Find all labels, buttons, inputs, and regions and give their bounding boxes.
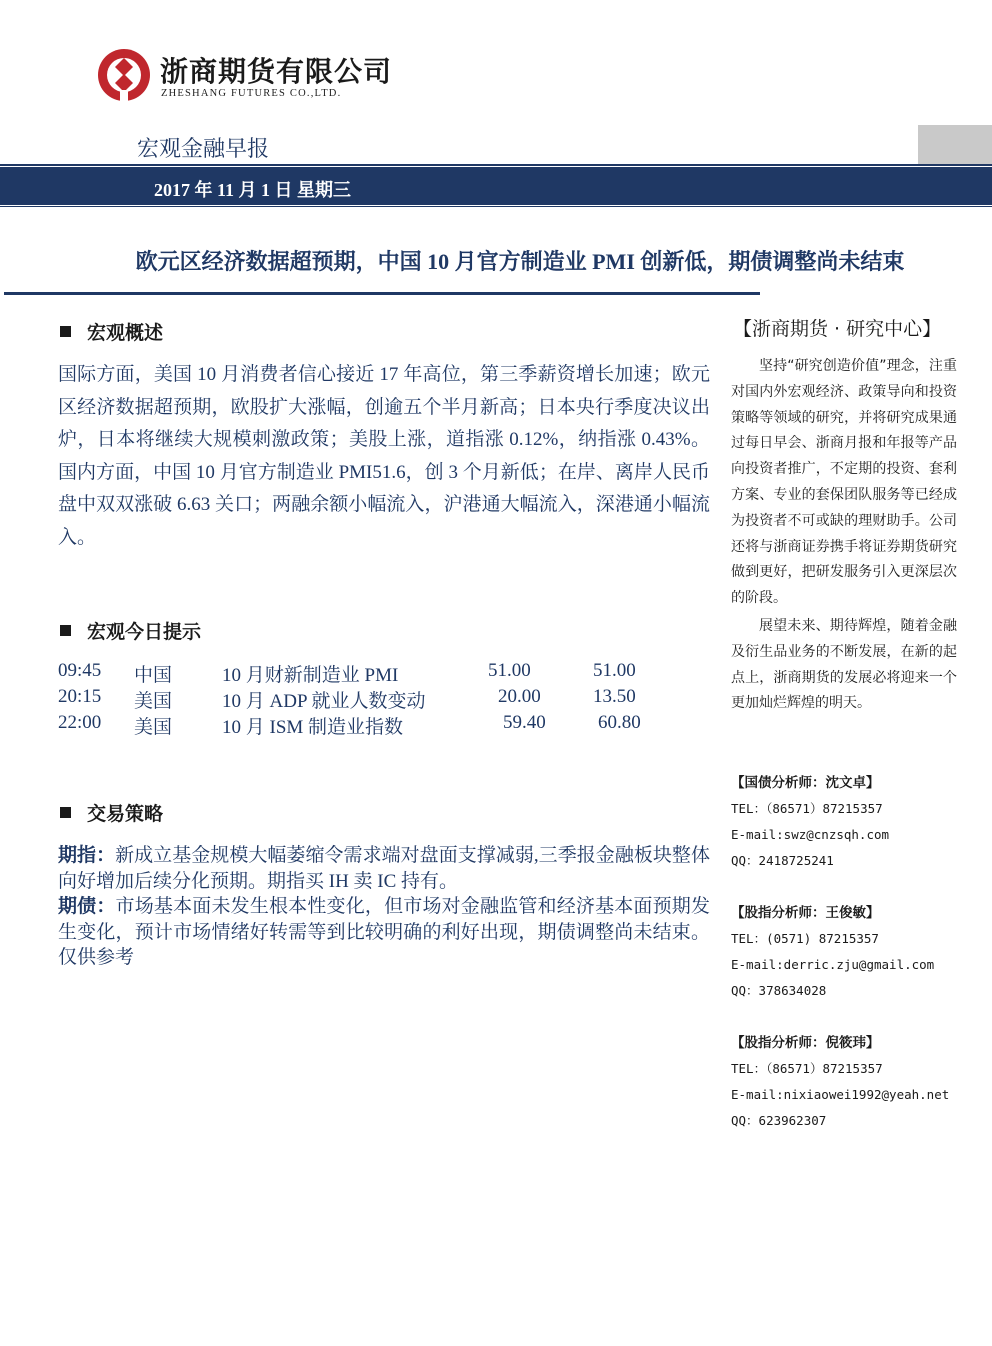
section-heading-calendar bbox=[60, 617, 201, 644]
strategy-text: 市场基本面未发生根本性变化，但市场对金融监管和经济基本面预期发生变化，预计市场情绪好转需等到比较明确的利好出现，期债调整尚未结束。仅供参考 bbox=[58, 896, 710, 968]
strategy-item-index-futures bbox=[58, 843, 710, 894]
research-center-title: 【浙商期货 · 研究中心】 bbox=[733, 318, 942, 340]
zheshang-logo-icon bbox=[97, 48, 151, 102]
calendar-previous: 51.00 bbox=[488, 660, 531, 681]
headline-rule bbox=[4, 292, 760, 295]
analyst-qq: QQ：378634028 bbox=[731, 983, 827, 998]
strategy-label: 期债： bbox=[58, 896, 116, 917]
square-bullet-icon bbox=[60, 625, 71, 636]
overview-paragraph: 国际方面，美国 10 月消费者信心接近 17 年高位，第三季薪资增长加速；欧元区经济数据超预期，欧股扩大涨幅，创逾五个半月新高；日本央行季度决议出炉，日本将继续大规模刺激政策；美股上涨，道指涨 0.12%，纳指涨 0.43%。国内方面，中国 10 月官方制造业 PMI51.6，创 3 个月新低；在岸、离岸人民币盘中双双涨破 6.63 关口；两融余额小幅流入，沪港通大幅流入，深港通小幅流入。 bbox=[58, 364, 710, 548]
section-heading-strategy bbox=[60, 799, 163, 826]
calendar-forecast: 13.50 bbox=[593, 686, 636, 707]
header-rule bbox=[0, 164, 992, 166]
calendar-country: 美国 bbox=[134, 691, 173, 712]
analyst-name: 【股指分析师：倪筱玮】 bbox=[731, 1035, 880, 1051]
research-center-outlook: 展望未来、期待辉煌，随着金融及衍生品业务的不断发展，在新的起点上，浙商期货的发展必将迎来一个更加灿烂辉煌的明天。 bbox=[731, 618, 957, 712]
calendar-time: 20:15 bbox=[58, 686, 102, 707]
calendar-country: 中国 bbox=[134, 665, 173, 686]
section-heading-label: 宏观今日提示 bbox=[87, 621, 202, 643]
report-type-title: 宏观金融早报 bbox=[137, 137, 270, 162]
strategy-text: 新成立基金规模大幅萎缩令需求端对盘面支撑减弱,三季报金融板块整体向好增加后续分化预期。期指买 IH 卖 IC 持有。 bbox=[58, 845, 710, 892]
company-name-en: ZHESHANG FUTURES CO.,LTD. bbox=[161, 88, 342, 99]
report-date: 2017 年 11 月 1 日 星期三 bbox=[154, 180, 352, 200]
calendar-item: 10 月财新制造业 PMI bbox=[222, 665, 399, 686]
date-band-rule bbox=[0, 206, 992, 207]
analyst-card bbox=[731, 900, 934, 1004]
analyst-email: E-mail:nixiaowei1992@yeah.net bbox=[731, 1087, 950, 1102]
calendar-country: 美国 bbox=[134, 717, 173, 738]
date-band bbox=[0, 167, 992, 205]
strategy-label: 期指： bbox=[58, 845, 116, 866]
analyst-qq: QQ：2418725241 bbox=[731, 853, 834, 868]
section-heading-overview bbox=[60, 318, 163, 345]
company-name-cn: 浙商期货有限公司 bbox=[160, 55, 393, 88]
analyst-name: 【国债分析师：沈文卓】 bbox=[731, 775, 880, 791]
calendar-item: 10 月 ADP 就业人数变动 bbox=[222, 691, 426, 712]
section-heading-label: 宏观概述 bbox=[87, 322, 164, 344]
analyst-tel: TEL：（86571）87215357 bbox=[731, 1061, 883, 1076]
analyst-tel: TEL：（86571）87215357 bbox=[731, 801, 883, 816]
report-headline: 欧元区经济数据超预期，中国 10 月官方制造业 PMI 创新低，期债调整尚未结束 bbox=[135, 249, 905, 274]
square-bullet-icon bbox=[60, 807, 71, 818]
square-bullet-icon bbox=[60, 326, 71, 337]
calendar-previous: 20.00 bbox=[498, 686, 541, 707]
analyst-card bbox=[731, 1030, 949, 1134]
research-center-intro: 坚持“研究创造价值”理念，注重对国内外宏观经济、政策导向和投资策略等领域的研究，并将研究成果通过每日早会、浙商月报和年报等产品向投资者推广，不定期的投资、套利方案、专业的套保团队服务等已经成为投资者不可或缺的理财助手。公司还将与浙商证券携手将证券期货研究做到更好，把研发服务引入更深层次的阶段。 bbox=[731, 358, 957, 607]
calendar-time: 09:45 bbox=[58, 660, 102, 681]
calendar-forecast: 51.00 bbox=[593, 660, 636, 681]
analyst-tel: TEL：(0571) 87215357 bbox=[731, 931, 879, 946]
header-gray-tab bbox=[918, 125, 992, 165]
analyst-qq: QQ：623962307 bbox=[731, 1113, 827, 1128]
analyst-name: 【股指分析师：王俊敏】 bbox=[731, 905, 880, 921]
calendar-previous: 59.40 bbox=[503, 712, 546, 733]
analyst-email: E-mail:derric.zju@gmail.com bbox=[731, 957, 935, 972]
calendar-forecast: 60.80 bbox=[598, 712, 641, 733]
analyst-email: E-mail:swz@cnzsqh.com bbox=[731, 827, 890, 842]
calendar-time: 22:00 bbox=[58, 712, 102, 733]
strategy-item-bond-futures bbox=[58, 894, 710, 971]
calendar-item: 10 月 ISM 制造业指数 bbox=[222, 717, 404, 738]
section-heading-label: 交易策略 bbox=[87, 803, 164, 825]
analyst-card bbox=[731, 770, 889, 874]
